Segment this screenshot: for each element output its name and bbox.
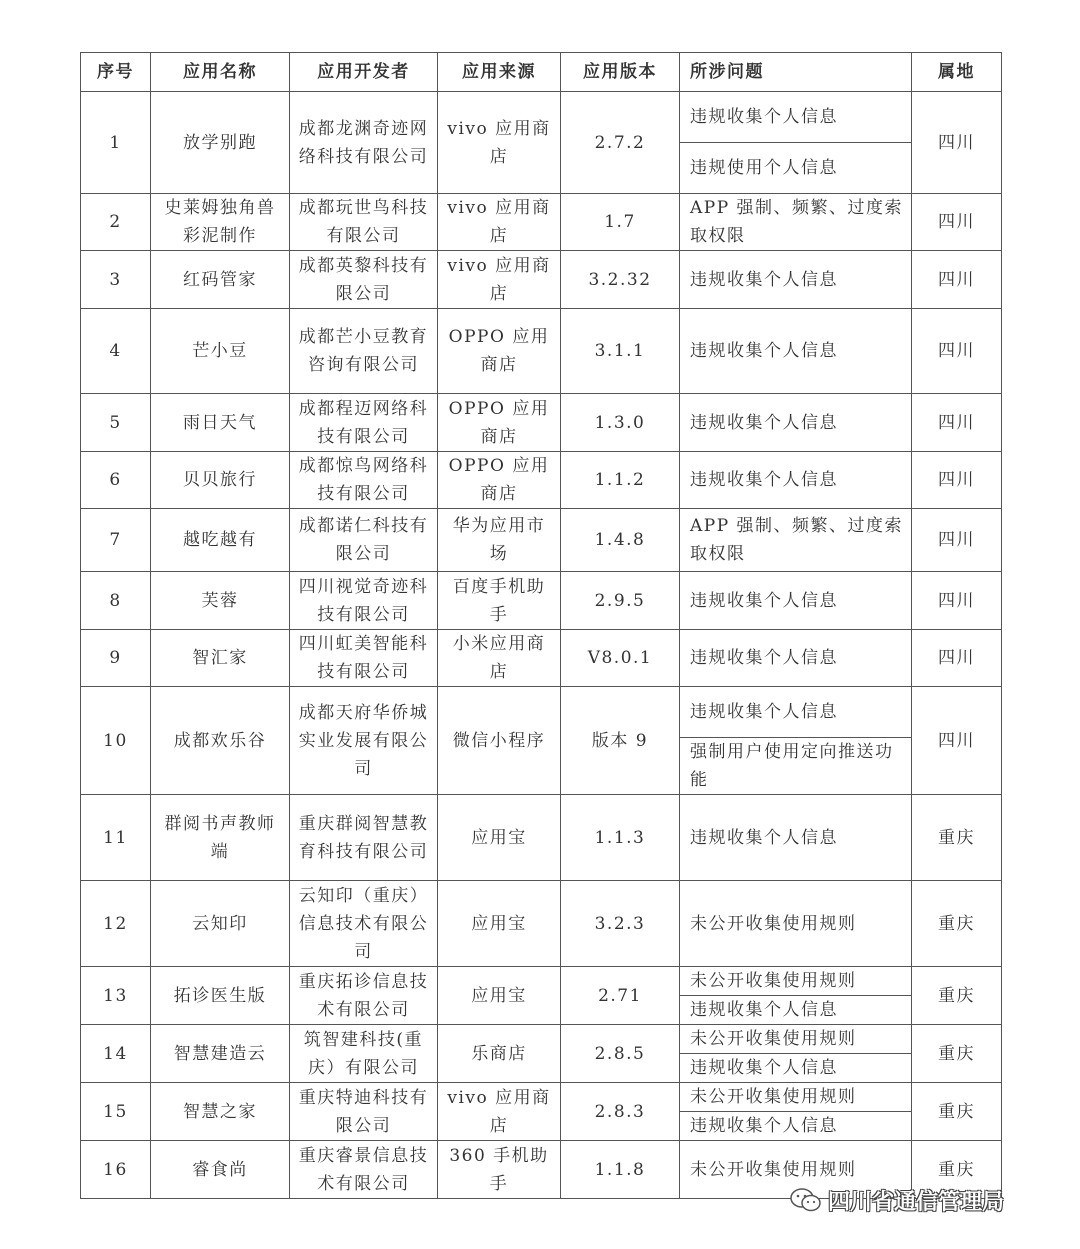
cell-app-name: 雨日天气 bbox=[151, 394, 290, 452]
cell-app-name: 史莱姆独角兽彩泥制作 bbox=[151, 194, 290, 251]
cell-source: vivo 应用商店 bbox=[438, 1083, 561, 1141]
cell-version: 2.9.5 bbox=[561, 572, 680, 630]
cell-no: 10 bbox=[81, 687, 151, 795]
cell-version: 1.1.2 bbox=[561, 452, 680, 509]
table-row bbox=[81, 309, 1002, 394]
cell-no: 5 bbox=[81, 394, 151, 452]
table-row bbox=[81, 967, 1002, 996]
cell-version: 1.3.0 bbox=[561, 394, 680, 452]
table-row bbox=[81, 251, 1002, 309]
cell-issue: 违规收集个人信息 bbox=[680, 92, 912, 143]
cell-region: 四川 bbox=[912, 630, 1002, 687]
cell-source: vivo 应用商店 bbox=[438, 92, 561, 194]
cell-app-name: 智汇家 bbox=[151, 630, 290, 687]
cell-source: 华为应用市场 bbox=[438, 509, 561, 572]
cell-app-name: 越吃越有 bbox=[151, 509, 290, 572]
cell-region: 四川 bbox=[912, 92, 1002, 194]
cell-no: 4 bbox=[81, 309, 151, 394]
cell-issue: 违规收集个人信息 bbox=[680, 630, 912, 687]
cell-region: 四川 bbox=[912, 572, 1002, 630]
cell-developer: 成都天府华侨城实业发展有限公司 bbox=[290, 687, 438, 795]
header-version: 应用版本 bbox=[561, 53, 680, 92]
cell-version: 2.7.2 bbox=[561, 92, 680, 194]
cell-no: 9 bbox=[81, 630, 151, 687]
cell-app-name: 云知印 bbox=[151, 881, 290, 967]
cell-app-name: 贝贝旅行 bbox=[151, 452, 290, 509]
header-region: 属地 bbox=[912, 53, 1002, 92]
table-row bbox=[81, 687, 1002, 738]
table-row bbox=[81, 509, 1002, 572]
cell-issue: 未公开收集使用规则 bbox=[680, 881, 912, 967]
cell-version: 3.1.1 bbox=[561, 309, 680, 394]
cell-version: 3.2.3 bbox=[561, 881, 680, 967]
header-no: 序号 bbox=[81, 53, 151, 92]
header-developer: 应用开发者 bbox=[290, 53, 438, 92]
cell-no: 2 bbox=[81, 194, 151, 251]
cell-issue: 违规收集个人信息 bbox=[680, 572, 912, 630]
cell-app-name: 放学别跑 bbox=[151, 92, 290, 194]
cell-version: 1.1.3 bbox=[561, 795, 680, 881]
cell-source: OPPO 应用商店 bbox=[438, 394, 561, 452]
cell-version: 1.7 bbox=[561, 194, 680, 251]
cell-issue: 违规收集个人信息 bbox=[680, 795, 912, 881]
cell-region: 四川 bbox=[912, 309, 1002, 394]
cell-developer: 成都诺仁科技有限公司 bbox=[290, 509, 438, 572]
cell-source: 应用宝 bbox=[438, 881, 561, 967]
cell-region: 四川 bbox=[912, 251, 1002, 309]
cell-app-name: 芙蓉 bbox=[151, 572, 290, 630]
cell-no: 13 bbox=[81, 967, 151, 1025]
cell-no: 14 bbox=[81, 1025, 151, 1083]
cell-region: 四川 bbox=[912, 452, 1002, 509]
cell-issue: 强制用户使用定向推送功能 bbox=[680, 738, 912, 795]
cell-issue: 违规收集个人信息 bbox=[680, 1054, 912, 1083]
cell-region: 重庆 bbox=[912, 967, 1002, 1025]
cell-app-name: 智慧建造云 bbox=[151, 1025, 290, 1083]
cell-source: 360 手机助手 bbox=[438, 1141, 561, 1199]
cell-no: 15 bbox=[81, 1083, 151, 1141]
cell-issue: 违规使用个人信息 bbox=[680, 143, 912, 194]
cell-issue: 违规收集个人信息 bbox=[680, 1112, 912, 1141]
cell-no: 12 bbox=[81, 881, 151, 967]
cell-issue: 未公开收集使用规则 bbox=[680, 1025, 912, 1054]
app-table bbox=[80, 52, 1002, 1199]
cell-developer: 重庆特迪科技有限公司 bbox=[290, 1083, 438, 1141]
cell-issue: 违规收集个人信息 bbox=[680, 687, 912, 738]
table-row bbox=[81, 630, 1002, 687]
table-row bbox=[81, 452, 1002, 509]
cell-developer: 重庆睿景信息技术有限公司 bbox=[290, 1141, 438, 1199]
cell-developer: 重庆群阅智慧教育科技有限公司 bbox=[290, 795, 438, 881]
cell-app-name: 拓诊医生版 bbox=[151, 967, 290, 1025]
cell-app-name: 智慧之家 bbox=[151, 1083, 290, 1141]
cell-source: 百度手机助手 bbox=[438, 572, 561, 630]
cell-version: 2.71 bbox=[561, 967, 680, 1025]
cell-region: 重庆 bbox=[912, 1141, 1002, 1199]
wechat-icon bbox=[790, 1187, 822, 1213]
cell-developer: 成都英黎科技有限公司 bbox=[290, 251, 438, 309]
cell-issue: 未公开收集使用规则 bbox=[680, 1083, 912, 1112]
cell-region: 重庆 bbox=[912, 795, 1002, 881]
header-source: 应用来源 bbox=[438, 53, 561, 92]
cell-no: 1 bbox=[81, 92, 151, 194]
table-row bbox=[81, 795, 1002, 881]
cell-issue: 违规收集个人信息 bbox=[680, 394, 912, 452]
table-row bbox=[81, 1083, 1002, 1112]
header-name: 应用名称 bbox=[151, 53, 290, 92]
cell-no: 8 bbox=[81, 572, 151, 630]
cell-version: 1.4.8 bbox=[561, 509, 680, 572]
table-row bbox=[81, 1025, 1002, 1054]
cell-version: V8.0.1 bbox=[561, 630, 680, 687]
table-row bbox=[81, 92, 1002, 143]
cell-issue: 违规收集个人信息 bbox=[680, 452, 912, 509]
cell-region: 四川 bbox=[912, 687, 1002, 795]
table-body bbox=[81, 92, 1002, 1199]
cell-no: 6 bbox=[81, 452, 151, 509]
cell-developer: 重庆拓诊信息技术有限公司 bbox=[290, 967, 438, 1025]
cell-issue: 违规收集个人信息 bbox=[680, 996, 912, 1025]
cell-developer: 筑智建科技(重庆）有限公司 bbox=[290, 1025, 438, 1083]
cell-source: OPPO 应用商店 bbox=[438, 452, 561, 509]
cell-source: 微信小程序 bbox=[438, 687, 561, 795]
cell-no: 3 bbox=[81, 251, 151, 309]
cell-developer: 成都程迈网络科技有限公司 bbox=[290, 394, 438, 452]
table-row bbox=[81, 881, 1002, 967]
cell-issue: APP 强制、频繁、过度索取权限 bbox=[680, 509, 912, 572]
header-row bbox=[81, 53, 1002, 92]
cell-no: 11 bbox=[81, 795, 151, 881]
cell-source: 应用宝 bbox=[438, 967, 561, 1025]
cell-version: 3.2.32 bbox=[561, 251, 680, 309]
cell-issue: 违规收集个人信息 bbox=[680, 309, 912, 394]
cell-version: 版本 9 bbox=[561, 687, 680, 795]
cell-source: 小米应用商店 bbox=[438, 630, 561, 687]
cell-source: vivo 应用商店 bbox=[438, 194, 561, 251]
cell-developer: 云知印（重庆）信息技术有限公司 bbox=[290, 881, 438, 967]
cell-developer: 四川虹美智能科技有限公司 bbox=[290, 630, 438, 687]
cell-source: 应用宝 bbox=[438, 795, 561, 881]
watermark-text: 四川省通信管理局 bbox=[828, 1189, 1005, 1215]
table-row bbox=[81, 394, 1002, 452]
cell-app-name: 红码管家 bbox=[151, 251, 290, 309]
cell-region: 重庆 bbox=[912, 1025, 1002, 1083]
cell-app-name: 睿食尚 bbox=[151, 1141, 290, 1199]
watermark bbox=[790, 1183, 1050, 1217]
cell-issue: 违规收集个人信息 bbox=[680, 251, 912, 309]
cell-issue: 未公开收集使用规则 bbox=[680, 967, 912, 996]
table-row bbox=[81, 194, 1002, 251]
cell-developer: 四川视觉奇迹科技有限公司 bbox=[290, 572, 438, 630]
cell-no: 16 bbox=[81, 1141, 151, 1199]
cell-version: 1.1.8 bbox=[561, 1141, 680, 1199]
header-issue: 所涉问题 bbox=[680, 53, 912, 92]
table-row bbox=[81, 572, 1002, 630]
cell-developer: 成都玩世鸟科技有限公司 bbox=[290, 194, 438, 251]
cell-issue: APP 强制、频繁、过度索取权限 bbox=[680, 194, 912, 251]
cell-version: 2.8.3 bbox=[561, 1083, 680, 1141]
cell-issue: 未公开收集使用规则 bbox=[680, 1141, 912, 1199]
cell-region: 四川 bbox=[912, 509, 1002, 572]
cell-app-name: 成都欢乐谷 bbox=[151, 687, 290, 795]
cell-no: 7 bbox=[81, 509, 151, 572]
cell-source: OPPO 应用商店 bbox=[438, 309, 561, 394]
cell-app-name: 芒小豆 bbox=[151, 309, 290, 394]
cell-version: 2.8.5 bbox=[561, 1025, 680, 1083]
cell-source: 乐商店 bbox=[438, 1025, 561, 1083]
cell-region: 重庆 bbox=[912, 881, 1002, 967]
cell-developer: 成都惊鸟网络科技有限公司 bbox=[290, 452, 438, 509]
cell-source: vivo 应用商店 bbox=[438, 251, 561, 309]
cell-region: 四川 bbox=[912, 394, 1002, 452]
cell-developer: 成都龙渊奇迹网络科技有限公司 bbox=[290, 92, 438, 194]
cell-region: 四川 bbox=[912, 194, 1002, 251]
cell-region: 重庆 bbox=[912, 1083, 1002, 1141]
cell-app-name: 群阅书声教师端 bbox=[151, 795, 290, 881]
cell-developer: 成都芒小豆教育咨询有限公司 bbox=[290, 309, 438, 394]
